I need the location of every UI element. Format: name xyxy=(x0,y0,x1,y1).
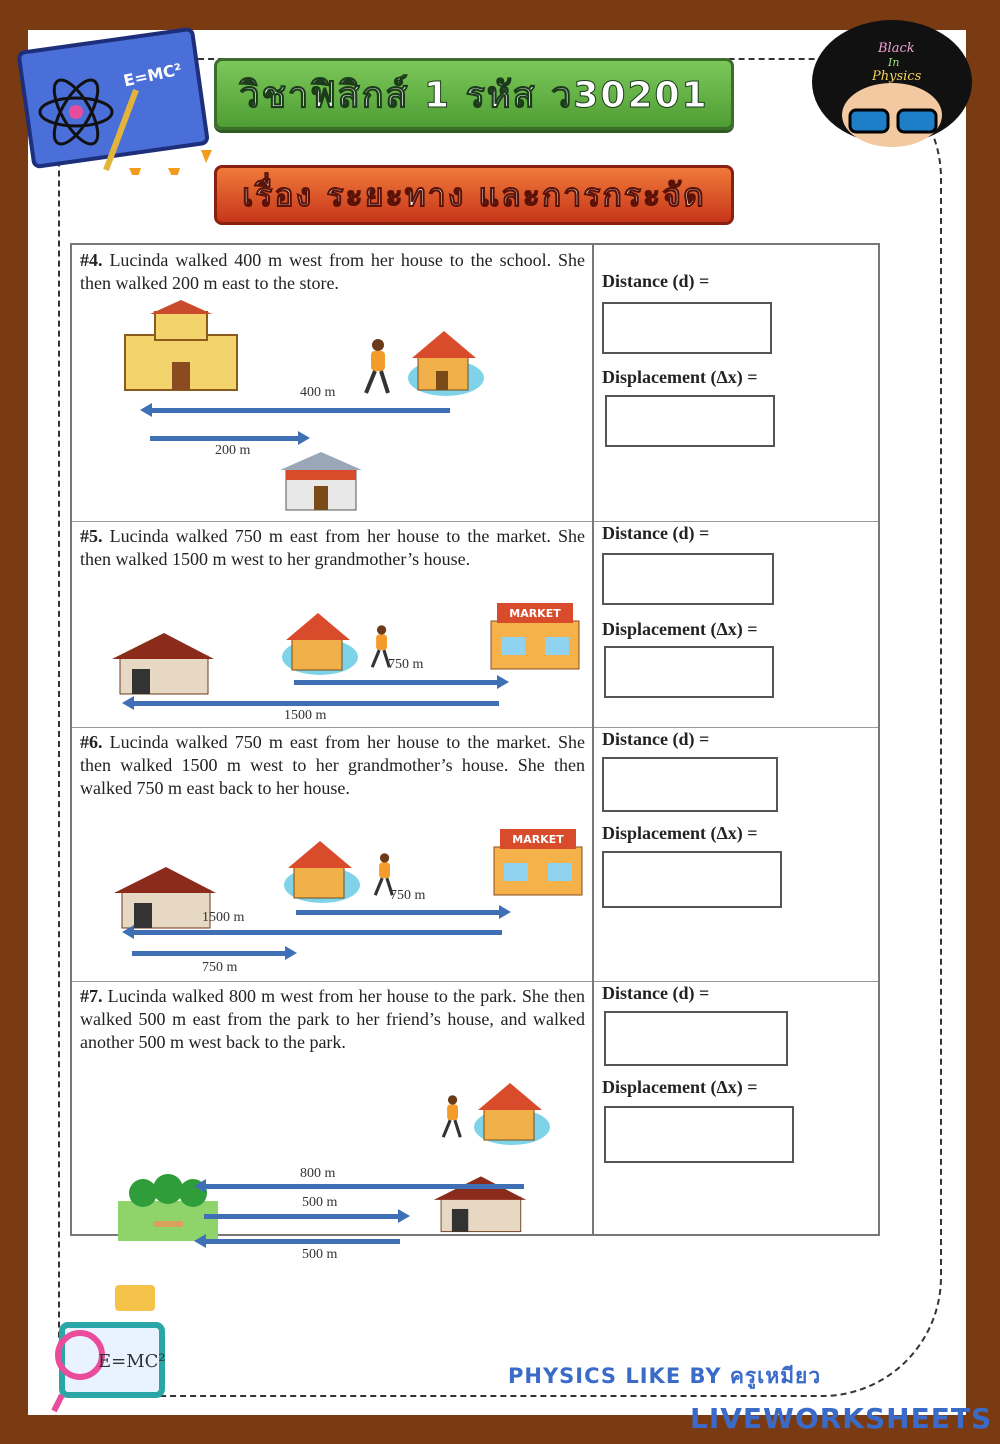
badge-line-2: In xyxy=(888,56,900,69)
displacement-answer-box[interactable] xyxy=(604,646,774,698)
distance-answer-box[interactable] xyxy=(602,553,774,605)
page-title: วิชาฟิสิกส์ 1 รหัส ว30201 xyxy=(214,58,734,130)
logo-text: E=MC² xyxy=(121,59,184,91)
arrow-750m-back xyxy=(132,951,287,956)
arrow-label: 500 m xyxy=(302,1247,338,1262)
arrow-1500m xyxy=(132,701,499,706)
store-icon xyxy=(278,450,364,512)
distance-label: Distance (d) = xyxy=(602,523,710,543)
arrow-label: 1500 m xyxy=(284,708,327,723)
question-row-5 xyxy=(72,521,878,728)
displacement-label: Displacement (Δx) = xyxy=(602,823,758,843)
question-row-6 xyxy=(72,727,878,982)
question-row-7 xyxy=(72,981,878,1262)
arrow-500m-east xyxy=(204,1214,400,1219)
arrow-label: 750 m xyxy=(388,657,424,672)
arrow-label: 400 m xyxy=(300,385,336,400)
arrow-label: 750 m xyxy=(390,888,426,903)
grandmother-house-icon xyxy=(110,631,216,696)
arrow-label: 200 m xyxy=(215,443,251,458)
arrow-label: 500 m xyxy=(302,1195,338,1210)
footer-credit: PHYSICS LIKE BY ครูเหมียว xyxy=(508,1364,822,1388)
distance-label: Distance (d) = xyxy=(602,983,710,1003)
question-row-4 xyxy=(72,245,878,522)
displacement-answer-box[interactable] xyxy=(605,395,775,447)
question-table xyxy=(70,243,880,1262)
arrow-label: 800 m xyxy=(300,1166,336,1181)
physics-character-icon xyxy=(810,20,975,150)
friend-house-icon xyxy=(432,1173,528,1235)
page-subtitle: เรื่อง ระยะทาง และการกระจัด xyxy=(214,165,734,225)
emc2-logo-icon xyxy=(16,20,216,175)
school-icon xyxy=(120,300,242,395)
arrow-1500m xyxy=(132,930,502,935)
displacement-label: Displacement (Δx) = xyxy=(602,367,758,387)
computer-emc2-icon xyxy=(40,1285,190,1415)
arrow-400m xyxy=(150,408,450,413)
market-sign: MARKET xyxy=(512,833,564,846)
displacement-answer-box[interactable] xyxy=(604,1106,794,1163)
arrow-750m xyxy=(294,680,499,685)
house-icon xyxy=(406,323,486,398)
walking-girl-icon xyxy=(358,337,394,397)
question-text: #7. Lucinda walked 800 m west from her house to the park. She then walked 500 m east from the park to her friend’s house, and walked another 500 m west back to the park. xyxy=(80,986,585,1052)
market-icon xyxy=(490,825,586,897)
house-icon xyxy=(280,607,360,677)
arrow-750m xyxy=(296,910,501,915)
badge-line-3: Physics xyxy=(872,69,922,84)
corner-logo-text: E=MC² xyxy=(98,1351,166,1372)
arrow-label: 750 m xyxy=(202,960,238,975)
market-sign: MARKET xyxy=(509,607,561,620)
distance-answer-box[interactable] xyxy=(602,757,778,812)
market-icon xyxy=(487,599,583,671)
house-icon xyxy=(472,1077,552,1147)
question-text: #5. Lucinda walked 750 m east from her house to the market. She then walked 1500 m west to her grandmother’s house. xyxy=(80,526,585,569)
displacement-label: Displacement (Δx) = xyxy=(602,1077,758,1097)
displacement-answer-box[interactable] xyxy=(602,851,782,908)
liveworksheets-watermark[interactable]: LIVEWORKSHEETS xyxy=(690,1402,993,1435)
question-text: #4. Lucinda walked 400 m west from her house to the school. She then walked 200 m east to the store. xyxy=(80,250,586,293)
distance-answer-box[interactable] xyxy=(602,302,772,354)
arrow-500m-west xyxy=(204,1239,400,1244)
distance-label: Distance (d) = xyxy=(602,729,710,749)
arrow-800m xyxy=(204,1184,524,1189)
distance-label: Distance (d) = xyxy=(602,271,710,291)
arrow-200m xyxy=(150,436,300,441)
arrow-label: 1500 m xyxy=(202,910,245,925)
walking-girl-icon xyxy=(437,1091,465,1143)
displacement-label: Displacement (Δx) = xyxy=(602,619,758,639)
question-text: #6. Lucinda walked 750 m east from her house to the market. She then walked 1500 m west to her grandmother’s house. She then walked 750 m east back to her house. xyxy=(80,732,585,798)
house-icon xyxy=(282,835,362,905)
distance-answer-box[interactable] xyxy=(604,1011,788,1066)
badge-line-1: Black xyxy=(878,41,915,56)
